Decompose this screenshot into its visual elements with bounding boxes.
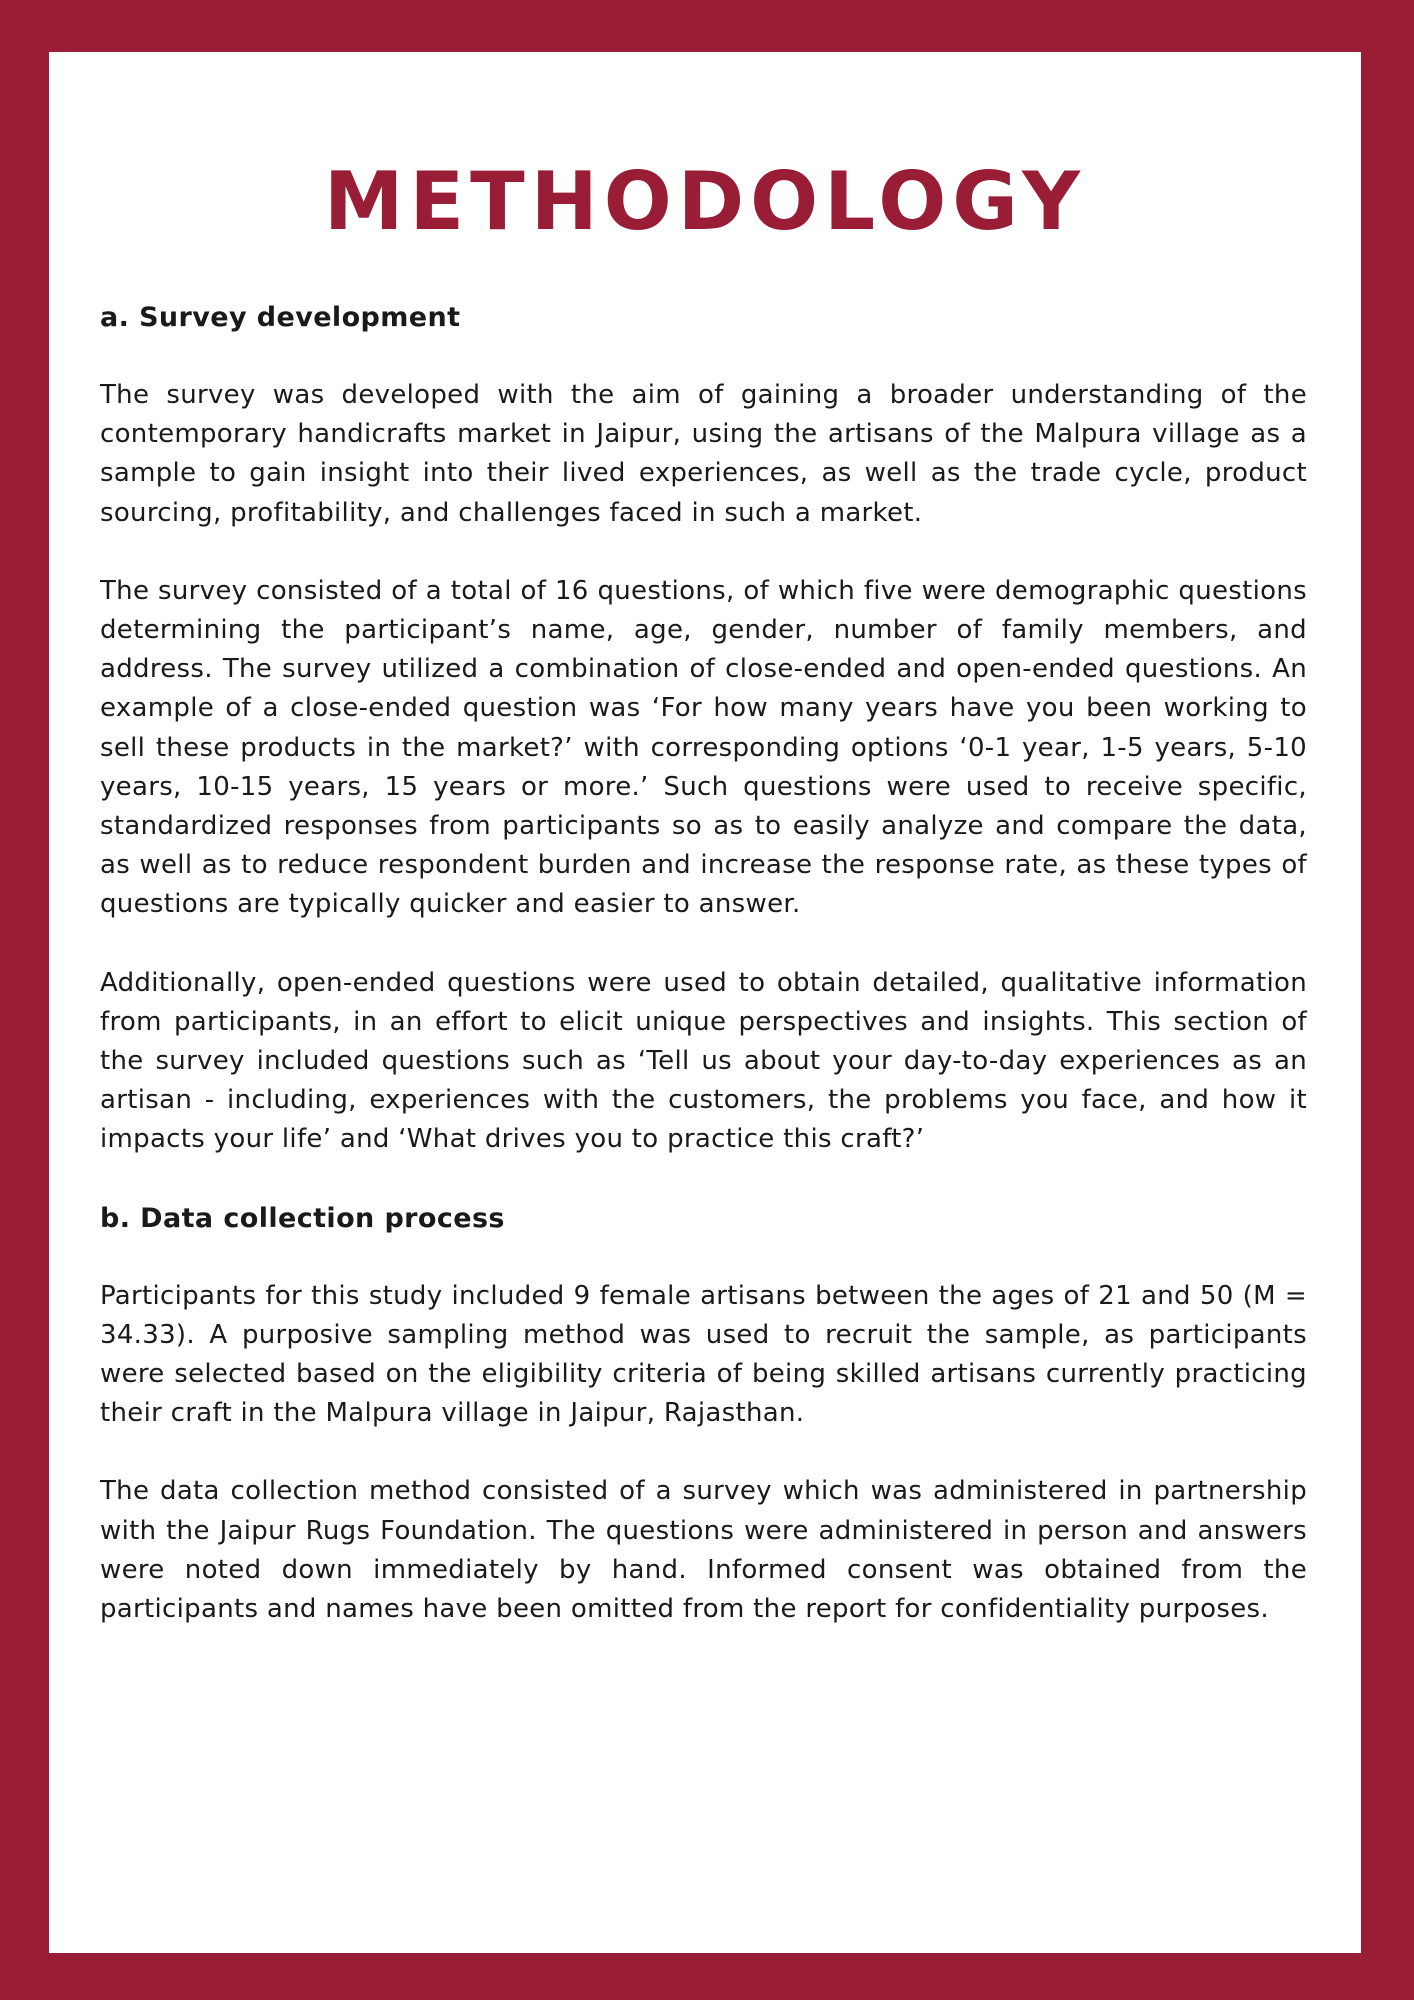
paragraph: The survey was developed with the aim of gaining a broader understanding of the contemporary handicrafts market in Jaipur, using the artisans of the Malpura village as a sample to gain insight into their lived experiences, as well as the trade cycle, product sourcing, profitability, and challenges faced in such a market. (100, 380, 1307, 528)
paragraph: The data collection method consisted of a survey which was administered in partnership with the Jaipur Rugs Foundation. The questions were administered in person and answers were noted down immediately by hand. Informed consent was obtained from the participants and names have been omitted from the report for confidentiality purposes. (100, 1476, 1307, 1625)
document-page (49, 52, 1361, 1953)
section-data-collection (100, 1199, 1307, 1630)
section-survey-development (100, 298, 1307, 1160)
page-title: METHODOLOGY (323, 155, 1087, 248)
section-heading: b. Data collection process (100, 1202, 505, 1234)
section-heading: a. Survey development (100, 302, 461, 333)
document-body (100, 298, 1307, 1668)
paragraph: The survey consisted of a total of 16 questions, of which five were demographic questions determining the participant’s name, age, gender, number of family members, and address. The survey utilized a combination of close-ended and open-ended questions. An example of a close-ended question was ‘For how many years have you been working to sell these products in the market?’ with corresponding options ‘0-1 year, 1-5 years, 5-10 years, 10-15 years, 15 years or more.’ Such questions were used to receive specific, standardized responses from participants so as to easily analyze and compare the data, as well as to reduce respondent burden and increase the response rate, as these types of questions are typically quicker and easier to answer. (100, 575, 1307, 920)
paragraph: Participants for this study included 9 female artisans between the ages of 21 and 50 (M = 34.33). A purposive sampling method was used to recruit the sample, as participants were selected based on the eligibility criteria of being skilled artisans currently practicing their craft in the Malpura village in Jaipur, Rajasthan. (100, 1280, 1307, 1429)
paragraph: Additionally, open-ended questions were used to obtain detailed, qualitative information from participants, in an effort to elicit unique perspectives and insights. This section of the survey included questions such as ‘Tell us about your day-to-day experiences as an artisan - including, experiences with the customers, the problems you face, and how it impacts your life’ and ‘What drives you to practice this craft?’ (100, 967, 1307, 1155)
